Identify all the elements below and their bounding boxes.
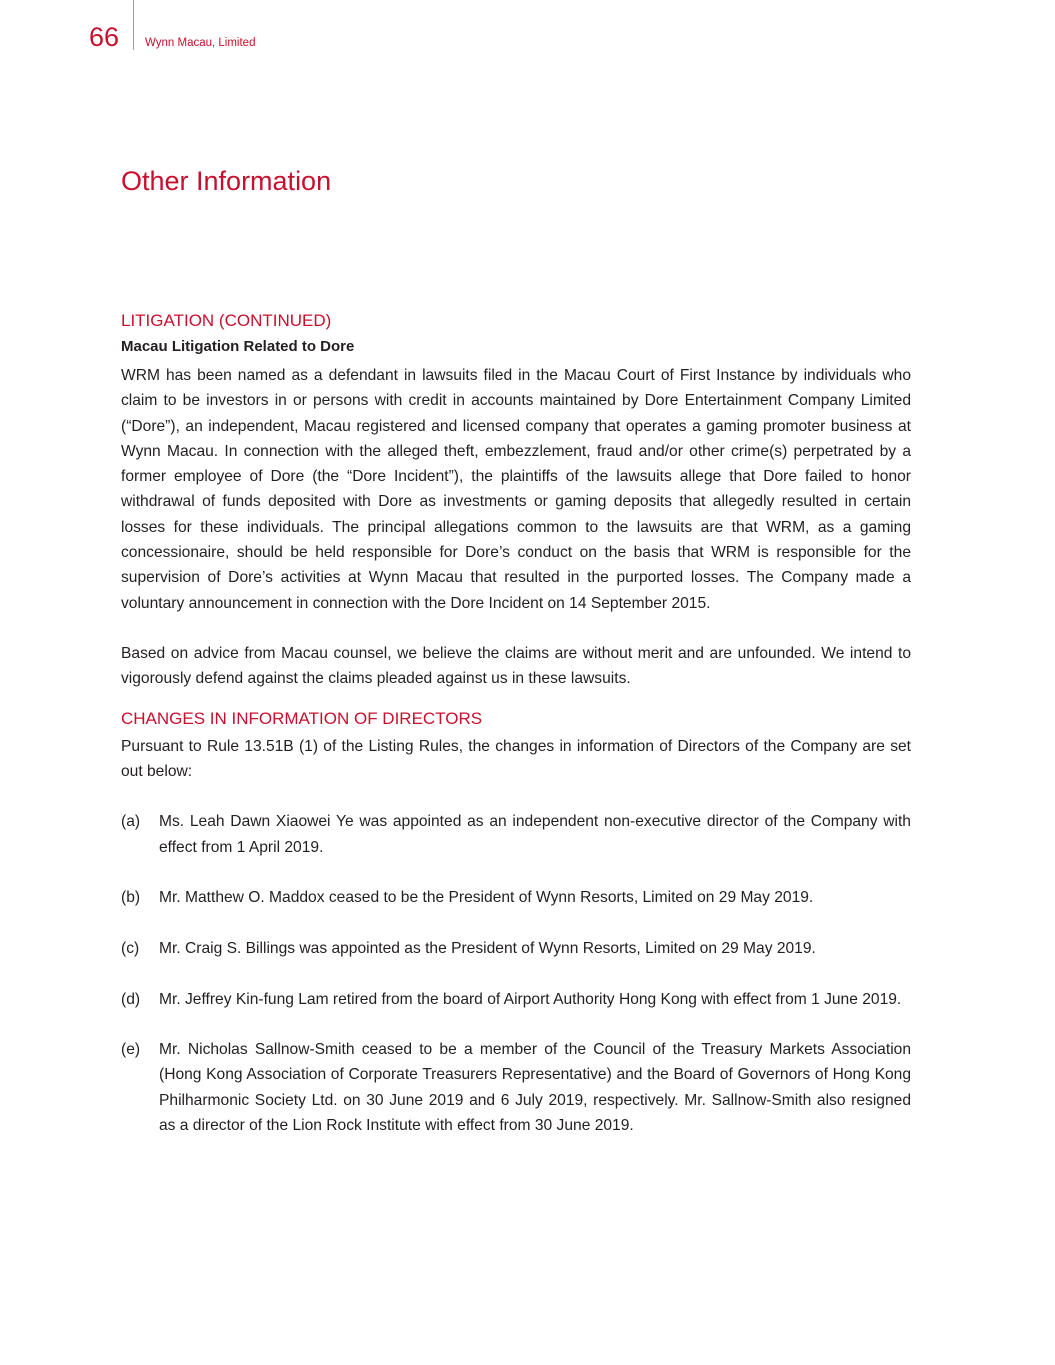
list-marker: (e): [121, 1041, 141, 1059]
list-text: Ms. Leah Dawn Xiaowei Ye was appointed as an independent non-executive director of the Company with effect from 1 April 2019.: [159, 813, 911, 856]
litigation-heading: LITIGATION (CONTINUED): [121, 311, 332, 330]
directors-heading: CHANGES IN INFORMATION OF DIRECTORS: [121, 708, 483, 728]
main-content: [121, 308, 911, 1138]
list-marker: (d): [121, 990, 141, 1008]
list-text: Mr. Craig S. Billings was appointed as the President of Wynn Resorts, Limited on 29 May 2019.: [159, 939, 816, 957]
list-marker: (b): [121, 889, 141, 907]
litigation-paragraph-2: Based on advice from Macau counsel, we believe the claims are without merit and are unfounded. We intend to vigorously defend against the claims pleaded against us in these lawsuits.: [121, 644, 911, 688]
directors-intro: Pursuant to Rule 13.51B (1) of the Listing Rules, the changes in information of Directors of the Company are set out below:: [121, 737, 911, 780]
company-name: Wynn Macau, Limited: [145, 37, 256, 49]
list-marker: (a): [121, 813, 141, 831]
header-divider: [133, 0, 134, 50]
list-item-c: [121, 936, 911, 961]
list-text: Mr. Nicholas Sallnow-Smith ceased to be a member of the Council of the Treasury Markets Association (Hong Kong Association of Corporate Treasurers Representative) and the Board of Governors of Hong Kong Philharmonic Society Ltd. on 30 June 2019 and 6 July 2019, respectively. Mr. Sallnow-Smith also resigned as a director of the Lion Rock Institute with effect from 30 June 2019.: [159, 1041, 911, 1135]
list-item-d: [121, 987, 911, 1012]
litigation-subheading: Macau Litigation Related to Dore: [121, 338, 355, 355]
litigation-paragraph-1: WRM has been named as a defendant in lawsuits filed in the Macau Court of First Instance by individuals who claim to be investors in or persons with credit in accounts maintained by Dore Entertainment Company Limited (“Dore”), an independent, Macau registered and licensed company that operates a gaming promoter business at Wynn Macau. In connection with the alleged theft, embezzlement, fraud and/or other crime(s) perpetrated by a former employee of Dore (the “Dore Incident”), the plaintiffs of the lawsuits allege that Dore failed to honor withdrawal of funds deposited with Dore as investments or gaming deposits that allegedly resulted in certain losses for these individuals. The principal allegations common to the lawsuits are that WRM, as a gaming concessionaire, should be held responsible for Dore’s conduct on the basis that WRM is responsible for the supervision of Dore’s activities at Wynn Macau that resulted in the purported losses. The Company made a voluntary announcement in connection with the Dore Incident on 14 September 2015.: [121, 367, 911, 612]
list-item-e: [121, 1037, 911, 1138]
list-marker: (c): [121, 939, 140, 957]
page-number: 66: [89, 22, 120, 52]
page-title: Other Information: [121, 166, 332, 196]
list-text: Mr. Matthew O. Maddox ceased to be the President of Wynn Resorts, Limited on 29 May 2019.: [159, 889, 814, 907]
list-item-a: [121, 809, 911, 860]
list-text: Mr. Jeffrey Kin-fung Lam retired from the board of Airport Authority Hong Kong with effect from 1 June 2019.: [159, 990, 902, 1008]
list-item-b: [121, 885, 911, 910]
